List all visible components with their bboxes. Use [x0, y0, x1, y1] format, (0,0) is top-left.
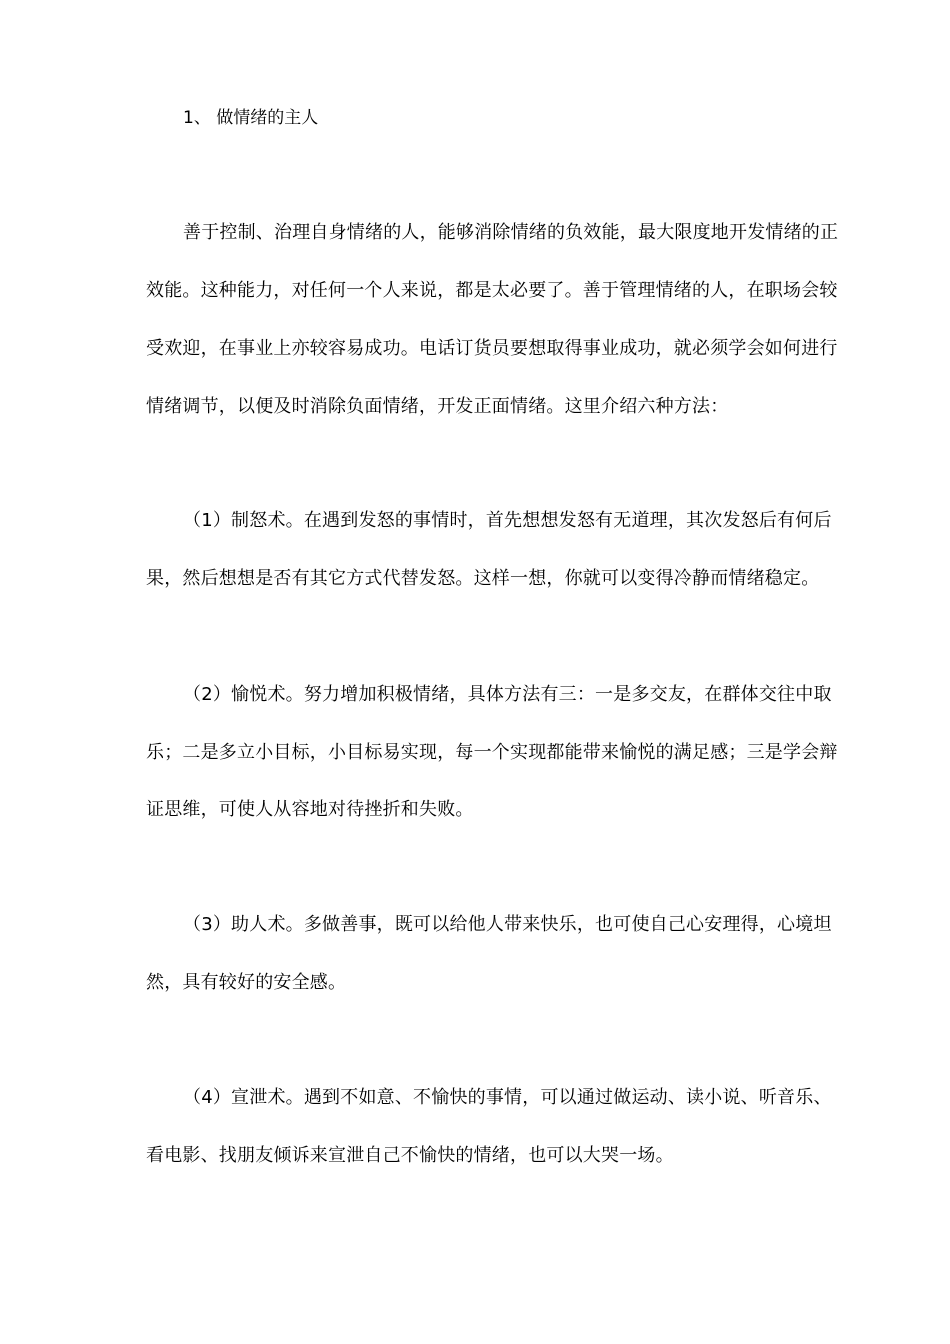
- paragraph-line: （1）制怒术。在遇到发怒的事情时，首先想想发怒有无道理，其次发怒后有何后: [183, 510, 832, 531]
- paragraph-line: 受欢迎，在事业上亦较容易成功。电话订货员要想取得事业成功，就必须学会如何进行: [146, 338, 838, 359]
- paragraph-line: 然，具有较好的安全感。: [146, 972, 347, 993]
- paragraph-line: 乐；二是多立小目标，小目标易实现，每一个实现都能带来愉悦的满足感；三是学会辩: [146, 742, 838, 763]
- paragraph-line: 效能。这种能力，对任何一个人来说，都是太必要了。善于管理情绪的人，在职场会较: [146, 280, 838, 301]
- section-heading: 1、 做情绪的主人: [183, 108, 319, 128]
- paragraph-line: 善于控制、治理自身情绪的人，能够消除情绪的负效能，最大限度地开发情绪的正: [183, 222, 839, 243]
- paragraph-line: （4）宣泄术。遇到不如意、不愉快的事情，可以通过做运动、读小说、听音乐、: [183, 1087, 832, 1108]
- paragraph-line: （2）愉悦术。努力增加积极情绪，具体方法有三：一是多交友，在群体交往中取: [183, 684, 832, 705]
- paragraph-line: （3）助人术。多做善事，既可以给他人带来快乐，也可使自己心安理得，心境坦: [183, 914, 832, 935]
- paragraph-line: 果，然后想想是否有其它方式代替发怒。这样一想，你就可以变得冷静而情绪稳定。: [146, 568, 820, 589]
- paragraph-line: 看电影、找朋友倾诉来宣泄自己不愉快的情绪，也可以大哭一场。: [146, 1145, 674, 1166]
- paragraph-line: 证思维，可使人从容地对待挫折和失败。: [146, 799, 474, 820]
- paragraph-line: 情绪调节，以便及时消除负面情绪，开发正面情绪。这里介绍六种方法：: [146, 396, 729, 417]
